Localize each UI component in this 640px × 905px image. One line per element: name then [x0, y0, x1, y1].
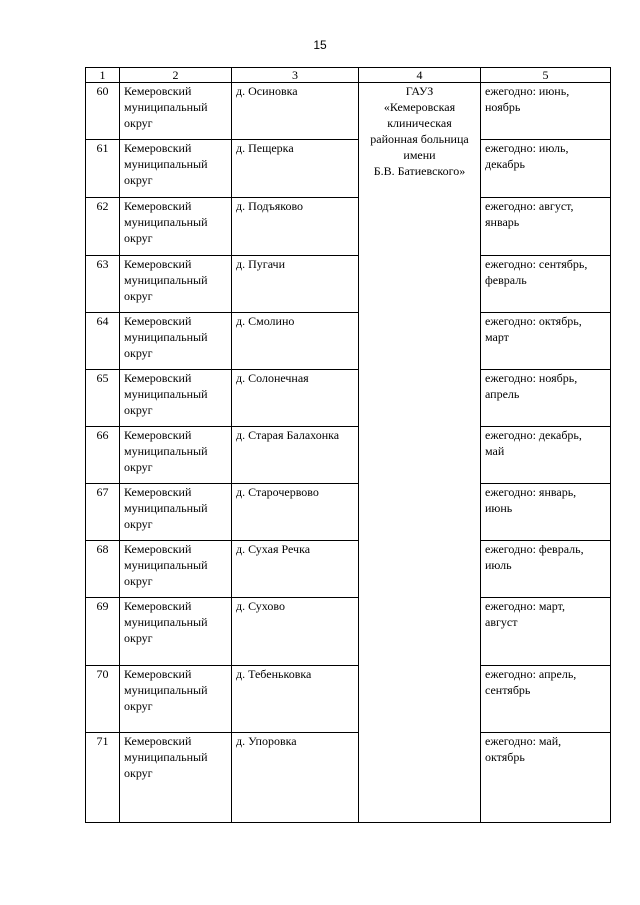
table-row — [86, 484, 611, 541]
schedule-line: декабрь — [485, 157, 525, 171]
row-number: 65 — [86, 370, 120, 427]
district-line: муниципальный — [124, 558, 208, 572]
schedule-line: ноябрь — [485, 100, 521, 114]
schedule-cell — [481, 666, 611, 733]
village-cell: д. Тебеньковка — [232, 666, 359, 733]
schedule-cell — [481, 484, 611, 541]
district-line: муниципальный — [124, 444, 208, 458]
district-line: округ — [124, 289, 153, 303]
district-cell — [120, 427, 232, 484]
district-cell — [120, 198, 232, 256]
district-line: муниципальный — [124, 750, 208, 764]
district-line: Кемеровский — [124, 257, 192, 271]
district-cell — [120, 541, 232, 598]
row-number: 68 — [86, 541, 120, 598]
village-cell: д. Упоровка — [232, 733, 359, 823]
schedule-line: ежегодно: март, — [485, 599, 565, 613]
table-row — [86, 427, 611, 484]
district-line: округ — [124, 116, 153, 130]
district-line: округ — [124, 699, 153, 713]
village-cell: д. Солонечная — [232, 370, 359, 427]
schedule-line: ежегодно: февраль, — [485, 542, 584, 556]
schedule-line: ежегодно: сентябрь, — [485, 257, 588, 271]
district-line: округ — [124, 346, 153, 360]
column-header: 4 — [359, 68, 481, 83]
schedule-cell — [481, 733, 611, 823]
schedule-cell — [481, 541, 611, 598]
column-header: 3 — [232, 68, 359, 83]
schedule-line: март — [485, 330, 509, 344]
district-cell — [120, 370, 232, 427]
table-row — [86, 198, 611, 256]
table-row — [86, 733, 611, 823]
district-line: муниципальный — [124, 330, 208, 344]
table-row — [86, 140, 611, 198]
schedule-line: ежегодно: июль, — [485, 141, 569, 155]
district-cell — [120, 598, 232, 666]
district-line: Кемеровский — [124, 485, 192, 499]
organization-line: «Кемеровская — [383, 100, 456, 114]
district-line: муниципальный — [124, 615, 208, 629]
district-cell — [120, 83, 232, 140]
row-number: 60 — [86, 83, 120, 140]
row-number: 70 — [86, 666, 120, 733]
schedule-line: ежегодно: май, — [485, 734, 562, 748]
row-number: 67 — [86, 484, 120, 541]
schedule-line: ежегодно: декабрь, — [485, 428, 582, 442]
district-line: муниципальный — [124, 100, 208, 114]
village-cell: д. Осиновка — [232, 83, 359, 140]
village-cell: д. Сухая Речка — [232, 541, 359, 598]
page-number: 15 — [313, 38, 327, 52]
table-row — [86, 541, 611, 598]
schedule-line: апрель — [485, 387, 520, 401]
table-row — [86, 370, 611, 427]
table-row — [86, 598, 611, 666]
table-row — [86, 313, 611, 370]
row-number: 71 — [86, 733, 120, 823]
row-number: 61 — [86, 140, 120, 198]
district-line: муниципальный — [124, 501, 208, 515]
schedule-line: ежегодно: ноябрь, — [485, 371, 578, 385]
schedule-line: ежегодно: апрель, — [485, 667, 577, 681]
district-line: Кемеровский — [124, 599, 192, 613]
district-line: округ — [124, 173, 153, 187]
column-header: 1 — [86, 68, 120, 83]
header-row — [86, 68, 611, 83]
column-header: 5 — [481, 68, 611, 83]
village-cell: д. Смолино — [232, 313, 359, 370]
district-line: муниципальный — [124, 273, 208, 287]
schedule-cell — [481, 198, 611, 256]
district-line: округ — [124, 631, 153, 645]
district-line: муниципальный — [124, 215, 208, 229]
organization-line: имени — [403, 148, 436, 162]
district-cell — [120, 140, 232, 198]
village-cell: д. Старая Балахонка — [232, 427, 359, 484]
district-line: Кемеровский — [124, 428, 192, 442]
schedule-cell — [481, 140, 611, 198]
schedule-cell — [481, 598, 611, 666]
column-header: 2 — [120, 68, 232, 83]
organization-cell — [359, 83, 481, 823]
schedule-line: май — [485, 444, 505, 458]
district-cell — [120, 256, 232, 313]
district-line: округ — [124, 574, 153, 588]
schedule-line: ежегодно: октябрь, — [485, 314, 582, 328]
schedule-cell — [481, 427, 611, 484]
district-line: Кемеровский — [124, 734, 192, 748]
row-number: 69 — [86, 598, 120, 666]
district-line: Кемеровский — [124, 141, 192, 155]
village-cell: д. Сухово — [232, 598, 359, 666]
village-cell: д. Старочервово — [232, 484, 359, 541]
row-number: 62 — [86, 198, 120, 256]
table-row — [86, 256, 611, 313]
table-row — [86, 666, 611, 733]
schedule-line: июнь — [485, 501, 513, 515]
schedule-line: октябрь — [485, 750, 525, 764]
district-cell — [120, 666, 232, 733]
district-line: Кемеровский — [124, 371, 192, 385]
district-cell — [120, 484, 232, 541]
district-line: округ — [124, 231, 153, 245]
district-line: муниципальный — [124, 387, 208, 401]
district-line: округ — [124, 460, 153, 474]
district-line: Кемеровский — [124, 314, 192, 328]
table-row — [86, 83, 611, 140]
schedule-table — [85, 67, 611, 823]
row-number: 64 — [86, 313, 120, 370]
district-line: округ — [124, 517, 153, 531]
row-number: 66 — [86, 427, 120, 484]
organization-line: ГАУЗ — [405, 84, 434, 98]
schedule-line: ежегодно: июнь, — [485, 84, 570, 98]
schedule-line: ежегодно: январь, — [485, 485, 577, 499]
district-line: муниципальный — [124, 683, 208, 697]
village-cell: д. Пугачи — [232, 256, 359, 313]
schedule-cell — [481, 313, 611, 370]
district-line: Кемеровский — [124, 667, 192, 681]
district-cell — [120, 313, 232, 370]
district-line: Кемеровский — [124, 542, 192, 556]
organization-line: Б.В. Батиевского» — [373, 164, 466, 178]
schedule-line: ежегодно: август, — [485, 199, 574, 213]
schedule-cell — [481, 370, 611, 427]
village-cell: д. Пещерка — [232, 140, 359, 198]
organization-line: клиническая — [387, 116, 452, 130]
district-line: округ — [124, 766, 153, 780]
district-line: Кемеровский — [124, 84, 192, 98]
organization-line: районная больница — [370, 132, 469, 146]
schedule-cell — [481, 256, 611, 313]
row-number: 63 — [86, 256, 120, 313]
district-line: муниципальный — [124, 157, 208, 171]
schedule-line: январь — [485, 215, 520, 229]
district-line: Кемеровский — [124, 199, 192, 213]
district-line: округ — [124, 403, 153, 417]
schedule-line: февраль — [485, 273, 527, 287]
schedule-cell — [481, 83, 611, 140]
district-cell — [120, 733, 232, 823]
schedule-line: сентябрь — [485, 683, 531, 697]
schedule-line: июль — [485, 558, 512, 572]
schedule-line: август — [485, 615, 518, 629]
village-cell: д. Подъяково — [232, 198, 359, 256]
